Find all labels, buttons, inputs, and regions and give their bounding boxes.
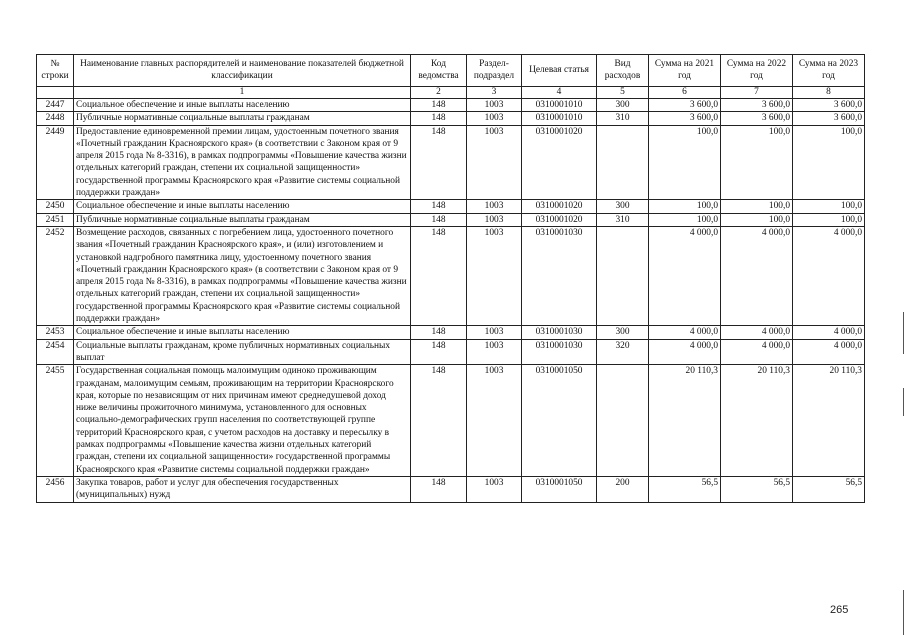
expense-type: 300	[597, 326, 649, 339]
sum-2022: 100,0	[721, 125, 793, 200]
sum-2021: 20 110,3	[649, 365, 721, 477]
expense-type: 300	[597, 200, 649, 213]
column-number: 3	[467, 87, 522, 99]
dept-code: 148	[411, 213, 467, 226]
dept-code: 148	[411, 112, 467, 125]
target-article: 0310001050	[522, 365, 597, 477]
sum-2022: 3 600,0	[721, 99, 793, 112]
sum-2021: 100,0	[649, 200, 721, 213]
sum-2022: 100,0	[721, 213, 793, 226]
sum-2021: 3 600,0	[649, 112, 721, 125]
header-cell: Код ведомства	[411, 55, 467, 87]
target-article: 0310001020	[522, 125, 597, 200]
target-article: 0310001010	[522, 99, 597, 112]
sum-2023: 4 000,0	[793, 226, 865, 325]
row-name: Государственная социальная помощь малоимущим одиноко проживающим гражданам, малоимущим семьям, проживающим на территории Красноярского края, которые по независящим от них причинам имеют среднедушевой доход ниже величины прожиточного минимума, установленного для основных социально-демографических групп населения по соответствующей группе территорий Красноярского края, с учетом расходов на доставку и пересылку в рамках подпрограммы «Повышение качества жизни отдельных категорий граждан, степени их социальной защищенности» государственной программы Красноярского края «Развитие системы социальной поддержки граждан»	[74, 365, 411, 477]
table-body	[37, 99, 865, 503]
row-number: 2453	[37, 326, 74, 339]
expense-type: 200	[597, 476, 649, 502]
sum-2021: 4 000,0	[649, 339, 721, 365]
expense-type	[597, 365, 649, 477]
column-number	[37, 87, 74, 99]
section-code: 1003	[467, 339, 522, 365]
table-row	[37, 339, 865, 365]
row-number: 2448	[37, 112, 74, 125]
scan-edge-mark	[903, 590, 904, 635]
sum-2021: 100,0	[649, 125, 721, 200]
target-article: 0310001030	[522, 326, 597, 339]
budget-table	[36, 54, 865, 503]
column-number: 4	[522, 87, 597, 99]
dept-code: 148	[411, 200, 467, 213]
expense-type: 310	[597, 112, 649, 125]
section-code: 1003	[467, 213, 522, 226]
section-code: 1003	[467, 112, 522, 125]
section-code: 1003	[467, 476, 522, 502]
table-row	[37, 99, 865, 112]
target-article: 0310001020	[522, 213, 597, 226]
section-code: 1003	[467, 226, 522, 325]
dept-code: 148	[411, 476, 467, 502]
row-number: 2447	[37, 99, 74, 112]
header-cell: № строки	[37, 55, 74, 87]
table-row	[37, 213, 865, 226]
target-article: 0310001010	[522, 112, 597, 125]
row-name: Социальные выплаты гражданам, кроме публичных нормативных социальных выплат	[74, 339, 411, 365]
sum-2022: 56,5	[721, 476, 793, 502]
header-cell: Сумма на 2023 год	[793, 55, 865, 87]
column-number: 2	[411, 87, 467, 99]
column-number: 6	[649, 87, 721, 99]
column-number-row	[37, 87, 865, 99]
column-number: 8	[793, 87, 865, 99]
header-cell: Вид расходов	[597, 55, 649, 87]
header-cell: Сумма на 2022 год	[721, 55, 793, 87]
row-number: 2454	[37, 339, 74, 365]
row-number: 2455	[37, 365, 74, 477]
scan-edge-mark	[903, 312, 904, 354]
sum-2022: 4 000,0	[721, 326, 793, 339]
column-number: 5	[597, 87, 649, 99]
dept-code: 148	[411, 326, 467, 339]
header-row	[37, 55, 865, 87]
expense-type	[597, 226, 649, 325]
row-name: Предоставление единовременной премии лицам, удостоенным почетного звания «Почетный гражданин Красноярского края» (в соответствии с Законом края от 9 апреля 2015 года № 8-3316), в рамках подпрограммы «Повышение качества жизни отдельных категорий граждан, степени их социальной защищенности» государственной программы Красноярского края «Развитие системы социальной поддержки граждан»	[74, 125, 411, 200]
table-row	[37, 476, 865, 502]
dept-code: 148	[411, 339, 467, 365]
table-row	[37, 112, 865, 125]
section-code: 1003	[467, 125, 522, 200]
header-cell: Сумма на 2021 год	[649, 55, 721, 87]
row-name: Социальное обеспечение и иные выплаты населению	[74, 326, 411, 339]
column-number: 1	[74, 87, 411, 99]
row-name: Закупка товаров, работ и услуг для обеспечения государственных (муниципальных) нужд	[74, 476, 411, 502]
sum-2021: 4 000,0	[649, 326, 721, 339]
expense-type	[597, 125, 649, 200]
sum-2022: 3 600,0	[721, 112, 793, 125]
target-article: 0310001030	[522, 339, 597, 365]
dept-code: 148	[411, 125, 467, 200]
sum-2023: 3 600,0	[793, 112, 865, 125]
table-row	[37, 125, 865, 200]
sum-2023: 20 110,3	[793, 365, 865, 477]
page-number: 265	[830, 604, 849, 616]
sum-2023: 56,5	[793, 476, 865, 502]
sum-2023: 4 000,0	[793, 326, 865, 339]
sum-2022: 20 110,3	[721, 365, 793, 477]
sum-2022: 4 000,0	[721, 339, 793, 365]
dept-code: 148	[411, 226, 467, 325]
row-name: Публичные нормативные социальные выплаты гражданам	[74, 213, 411, 226]
header-cell: Целевая статья	[522, 55, 597, 87]
row-name: Возмещение расходов, связанных с погребением лица, удостоенного почетного звания «Почетный гражданин Красноярского края», и (или) изготовлением и установкой надгробного памятника лицу, удостоенному почетного звания «Почетный гражданин Красноярского края» (в соответствии с Законом края от 9 апреля 2015 года № 8-3316), в рамках подпрограммы «Повышение качества жизни отдельных категорий граждан, степени их социальной защищенности» государственной программы Красноярского края «Развитие системы социальной поддержки граждан»	[74, 226, 411, 325]
expense-type: 320	[597, 339, 649, 365]
sum-2023: 100,0	[793, 125, 865, 200]
target-article: 0310001030	[522, 226, 597, 325]
row-number: 2449	[37, 125, 74, 200]
sum-2022: 100,0	[721, 200, 793, 213]
sum-2022: 4 000,0	[721, 226, 793, 325]
row-name: Социальное обеспечение и иные выплаты населению	[74, 99, 411, 112]
section-code: 1003	[467, 99, 522, 112]
table-row	[37, 200, 865, 213]
expense-type: 300	[597, 99, 649, 112]
header-cell: Раздел-подраздел	[467, 55, 522, 87]
target-article: 0310001020	[522, 200, 597, 213]
column-number: 7	[721, 87, 793, 99]
dept-code: 148	[411, 365, 467, 477]
expense-type: 310	[597, 213, 649, 226]
row-number: 2450	[37, 200, 74, 213]
table-row	[37, 226, 865, 325]
table-row	[37, 326, 865, 339]
row-name: Публичные нормативные социальные выплаты гражданам	[74, 112, 411, 125]
table-header	[37, 55, 865, 99]
section-code: 1003	[467, 326, 522, 339]
header-cell: Наименование главных распорядителей и наименование показателей бюджетной классификации	[74, 55, 411, 87]
row-number: 2451	[37, 213, 74, 226]
row-name: Социальное обеспечение и иные выплаты населению	[74, 200, 411, 213]
dept-code: 148	[411, 99, 467, 112]
sum-2021: 100,0	[649, 213, 721, 226]
sum-2023: 100,0	[793, 213, 865, 226]
target-article: 0310001050	[522, 476, 597, 502]
table-row	[37, 365, 865, 477]
sum-2021: 56,5	[649, 476, 721, 502]
sum-2021: 4 000,0	[649, 226, 721, 325]
row-number: 2452	[37, 226, 74, 325]
scan-edge-mark	[903, 388, 904, 416]
sum-2021: 3 600,0	[649, 99, 721, 112]
section-code: 1003	[467, 200, 522, 213]
sum-2023: 4 000,0	[793, 339, 865, 365]
sum-2023: 3 600,0	[793, 99, 865, 112]
sum-2023: 100,0	[793, 200, 865, 213]
row-number: 2456	[37, 476, 74, 502]
section-code: 1003	[467, 365, 522, 477]
